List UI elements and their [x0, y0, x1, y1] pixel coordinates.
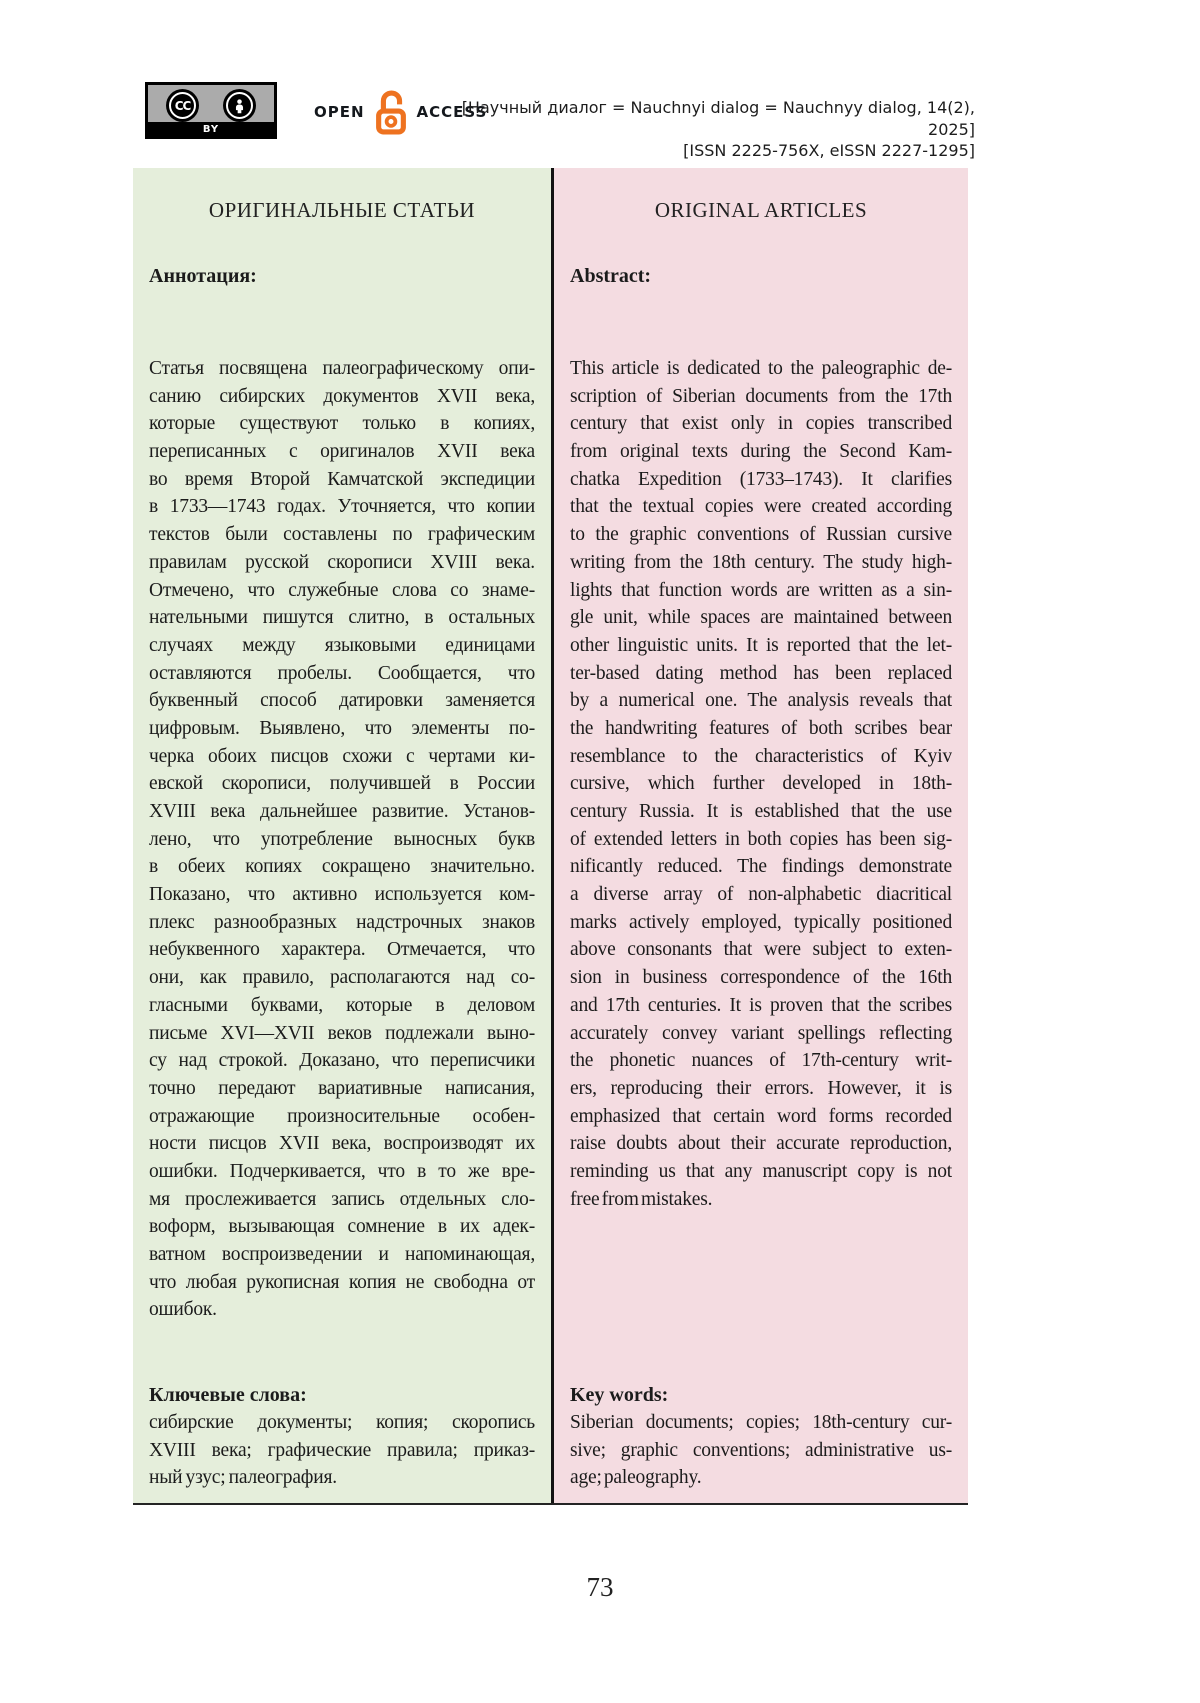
journal-issn-line: [ISSN 2225-756X, eISSN 2227-1295] — [683, 141, 975, 160]
abstract-text-en — [570, 355, 952, 1213]
text-line: other linguistic units. It is reported that the let- — [570, 634, 952, 656]
keywords-label-en: Key words: — [570, 1384, 669, 1406]
cc-icon — [166, 89, 199, 122]
keywords-block-en — [570, 1381, 952, 1492]
text-line: воформ, вызывающая сомнение в их адек- — [149, 1216, 535, 1238]
text-line: лено, что употребление выносных букв — [149, 828, 535, 850]
text-line: точно передают вариативные написания, — [149, 1077, 535, 1099]
abstract-label-en: Abstract: — [570, 265, 652, 287]
text-line: nificantly reduced. The findings demonstrate — [570, 856, 952, 878]
abstract-label-ru: Аннотация: — [149, 265, 257, 287]
text-line: переписанных с оригиналов XVII века — [149, 441, 535, 463]
text-line: ers, reproducing their errors. However, it is — [570, 1077, 952, 1099]
text-line: ошибки. Подчеркивается, что в то же вре- — [149, 1160, 535, 1182]
keywords-label-ru: Ключевые слова: — [149, 1384, 307, 1406]
text-line: gle unit, while spaces are maintained between — [570, 607, 952, 629]
text-line: нательными пишутся слитно, в остальных — [149, 607, 535, 629]
keywords-block-ru — [149, 1381, 535, 1492]
text-line: ности писцов XVII века, воспроизводят их — [149, 1133, 535, 1155]
english-column — [554, 168, 968, 1503]
cc-by-license-badge — [145, 82, 277, 139]
text-line: above consonants that were subject to exten- — [570, 939, 952, 961]
text-line: from original texts during the Second Kam- — [570, 441, 952, 463]
text-line: отражающие произносительные особен- — [149, 1105, 535, 1127]
text-line: the phonetic nuances of 17th-century writ- — [570, 1050, 952, 1072]
text-line: плекс разнообразных надстрочных знаков — [149, 911, 535, 933]
keywords-text-ru — [149, 1409, 535, 1492]
abstract-text-ru — [149, 355, 535, 1324]
text-line: в обеих копиях сокращено значительно. — [149, 856, 535, 878]
text-line: century that exist only in copies transcribed — [570, 413, 952, 435]
text-line: мя прослеживается запись отдельных сло- — [149, 1188, 535, 1210]
text-line: that the textual copies were created according — [570, 496, 952, 518]
text-line: reminding us that any manuscript copy is not — [570, 1160, 952, 1182]
keywords-text-en — [570, 1409, 952, 1492]
page-number: 73 — [586, 1572, 614, 1602]
text-line: century Russia. It is established that the use — [570, 801, 952, 822]
text-line: accurately convey variant spellings reflecting — [570, 1022, 952, 1044]
text-line: евской скорописи, получившей в России — [149, 773, 535, 795]
text-line: marks actively employed, typically positioned — [570, 911, 952, 933]
abstract-columns — [133, 168, 968, 1505]
text-line: This article is dedicated to the paleographic de- — [570, 358, 952, 379]
section-title-en: ORIGINAL ARTICLES — [654, 198, 868, 222]
text-line: ter-based dating method has been replaced — [570, 662, 952, 684]
text-line: a diverse array of non-alphabetic diacritical — [570, 884, 952, 906]
text-line: су над строкой. Доказано, что переписчики — [149, 1050, 535, 1072]
text-line: chatka Expedition (1733–1743). It clarifies — [570, 468, 952, 490]
text-line: lights that function words are written as a sin- — [570, 579, 952, 601]
text-line: to the graphic conventions of Russian cursive — [570, 524, 952, 546]
section-title-ru: ОРИГИНАЛЬНЫЕ СТАТЬИ — [208, 198, 476, 222]
text-line: by a numerical one. The analysis reveals that — [570, 690, 952, 712]
text-line: небуквенного характера. Отмечается, что — [149, 939, 535, 961]
text-line: письме XVI—XVII веков подлежали выно- — [149, 1022, 535, 1044]
text-line: санию сибирских документов XVII века, — [149, 385, 535, 407]
text-line: ошибок. — [149, 1299, 217, 1321]
text-line: в 1733—1743 годах. Уточняется, что копии — [149, 496, 535, 518]
text-line: Показано, что активно используется ком- — [149, 884, 535, 906]
text-line: sive; graphic conventions; administrative us- — [570, 1439, 952, 1461]
cc-by-label: BY — [147, 122, 275, 137]
text-line: XVIII века; графические правила; приказ- — [149, 1439, 535, 1461]
text-line: scription of Siberian documents from the 17th — [570, 385, 952, 407]
attribution-person-icon — [223, 89, 256, 122]
text-line: free from mistakes. — [570, 1188, 713, 1210]
russian-column — [133, 168, 551, 1503]
text-line: age; paleography. — [570, 1467, 702, 1489]
text-line: цифровым. Выявлено, что элементы по- — [149, 717, 535, 739]
journal-reference — [415, 97, 975, 162]
text-line: Отмечено, что служебные слова со знаме- — [149, 579, 535, 601]
text-line: the handwriting features of both scribes bear — [570, 717, 952, 739]
text-line: ватном воспроизведении и напоминающая, — [149, 1244, 535, 1265]
open-lock-icon — [372, 87, 410, 137]
text-line: черка обоих писцов схожи с чертами ки- — [149, 745, 535, 767]
open-access-access-label: ACCESS — [416, 103, 488, 121]
text-line: во время Второй Камчатской экспедиции — [149, 468, 535, 490]
text-line: Статья посвящена палеографическому опи- — [149, 358, 535, 379]
text-line: and 17th centuries. It is proven that the scribes — [570, 994, 952, 1016]
text-line: сибирские документы; копия; скоропись — [149, 1412, 535, 1433]
text-line: resemblance to the characteristics of Kyiv — [570, 745, 952, 767]
text-line: sion in business correspondence of the 16th — [570, 967, 952, 989]
open-access-open-label: OPEN — [314, 103, 365, 121]
text-line: ный узус; палеография. — [149, 1467, 337, 1489]
text-line: гласными буквами, которые в деловом — [149, 994, 535, 1016]
journal-title-line: [Научный диалог = Nauchnyi dialog = Nauchnyy dialog, 14(2), 2025] — [461, 98, 975, 139]
text-line: оставляются пробелы. Сообщается, что — [149, 662, 535, 684]
text-line: of extended letters in both copies has been sig- — [570, 828, 952, 850]
text-line: raise doubts about their accurate reproduction, — [570, 1133, 952, 1155]
text-line: правилам русской скорописи XVIII века. — [149, 551, 535, 573]
text-line: writing from the 18th century. The study high- — [570, 551, 952, 573]
text-line: XVIII века дальнейшее развитие. Установ- — [149, 801, 535, 822]
text-line: буквенный способ датировки заменяется — [149, 690, 535, 712]
text-line: которые существуют только в копиях, — [149, 413, 535, 435]
text-line: случаях между языковыми единицами — [149, 634, 535, 656]
text-line: они, как правило, располагаются над со- — [149, 967, 535, 989]
text-line: текстов были составлены по графическим — [149, 524, 535, 546]
text-line: Siberian documents; copies; 18th-century cur- — [570, 1412, 952, 1433]
cc-icon-label: CC — [169, 92, 196, 119]
text-line: emphasized that certain word forms recorded — [570, 1105, 952, 1127]
text-line: cursive, which further developed in 18th- — [570, 773, 952, 795]
text-line: что любая рукописная копия не свободна от — [149, 1271, 535, 1293]
